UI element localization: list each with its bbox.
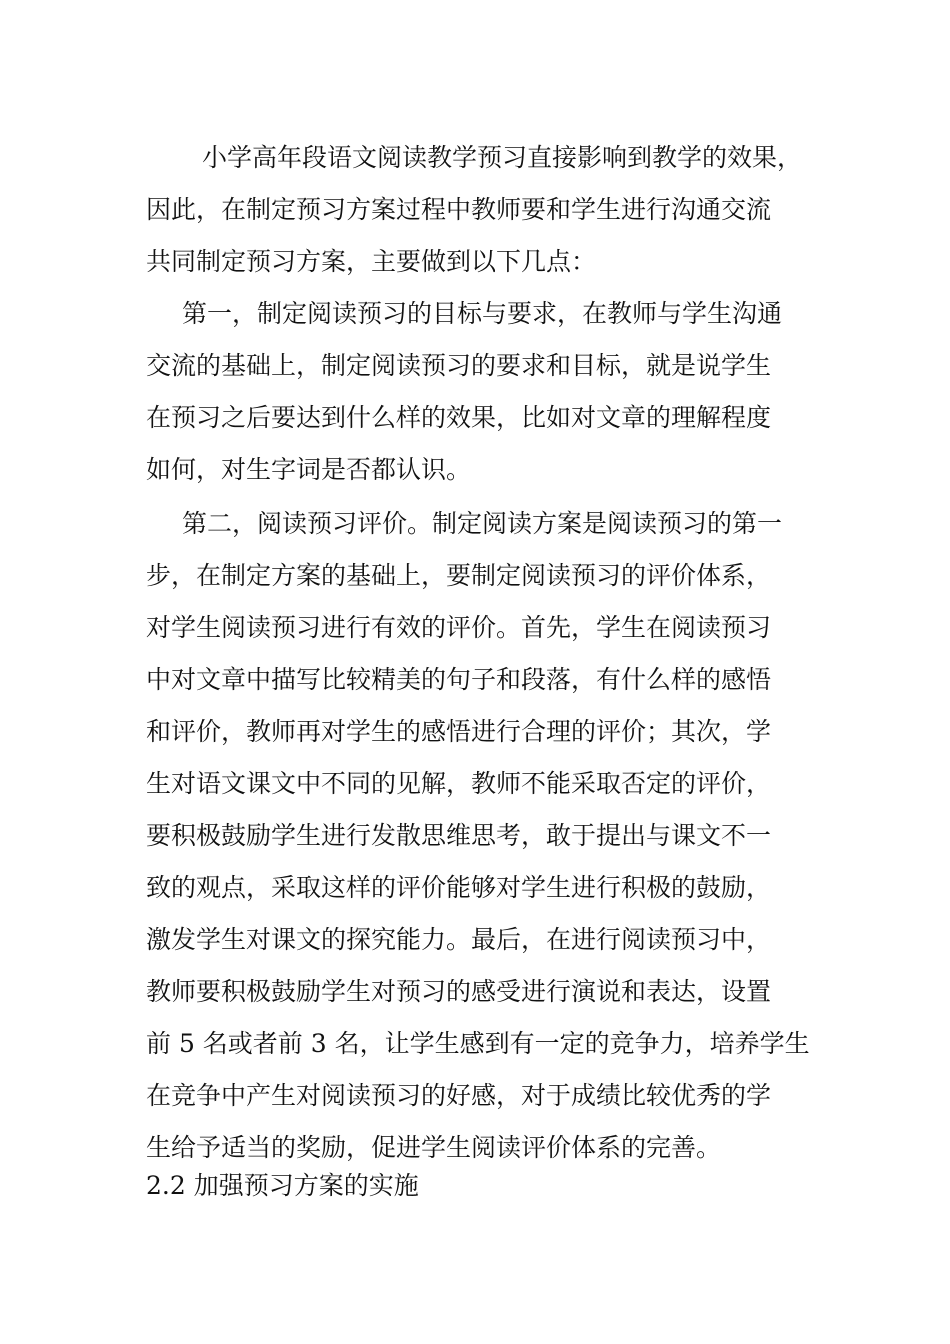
text-line: 激发学生对课文的探究能力。最后，在进行阅读预习中， — [146, 925, 772, 954]
text-line: 前 5 名或者前 3 名，让学生感到有一定的竞争力，培养学生 — [146, 1029, 810, 1058]
text-line: 步，在制定方案的基础上，要制定阅读预习的评价体系， — [146, 561, 772, 590]
text-line: 交流的基础上，制定阅读预习的要求和目标，就是说学生 — [146, 351, 772, 380]
paragraph-second-point — [146, 498, 810, 1174]
text-line: 对学生阅读预习进行有效的评价。首先，学生在阅读预习 — [146, 613, 772, 642]
text-line: 第一，制定阅读预习的目标与要求，在教师与学生沟通 — [182, 299, 783, 328]
paragraph-first-point — [146, 288, 810, 496]
text-line: 要积极鼓励学生进行发散思维思考，敢于提出与课文不一 — [146, 821, 772, 850]
text-line: 致的观点，采取这样的评价能够对学生进行积极的鼓励， — [146, 873, 772, 902]
text-line: 中对文章中描写比较精美的句子和段落，有什么样的感悟 — [146, 665, 772, 694]
text-line: 和评价，教师再对学生的感悟进行合理的评价；其次，学 — [146, 717, 772, 746]
text-line: 生给予适当的奖励，促进学生阅读评价体系的完善。 — [146, 1133, 722, 1162]
text-line: 小学高年段语文阅读教学预习直接影响到教学的效果， — [202, 143, 803, 172]
text-line: 在预习之后要达到什么样的效果，比如对文章的理解程度 — [146, 403, 772, 432]
text-line: 生对语文课文中不同的见解，教师不能采取否定的评价， — [146, 769, 772, 798]
text-line: 教师要积极鼓励学生对预习的感受进行演说和表达，设置 — [146, 977, 772, 1006]
text-line: 因此，在制定预习方案过程中教师要和学生进行沟通交流 — [146, 195, 772, 224]
section-heading: 2.2 加强预习方案的实施 — [146, 1171, 419, 1200]
text-line: 共同制定预习方案，主要做到以下几点： — [146, 247, 597, 276]
paragraph-intro — [146, 132, 810, 288]
text-line: 在竞争中产生对阅读预习的好感，对于成绩比较优秀的学 — [146, 1081, 772, 1110]
text-line: 如何，对生字词是否都认识。 — [146, 455, 472, 484]
text-line: 第二，阅读预习评价。制定阅读方案是阅读预习的第一 — [182, 509, 783, 538]
